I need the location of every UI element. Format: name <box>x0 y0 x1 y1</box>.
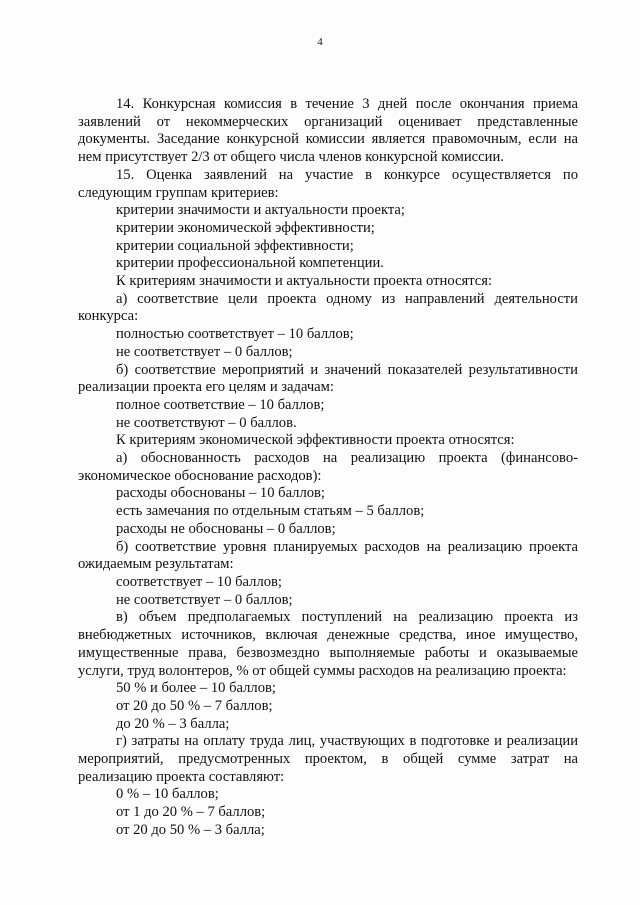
document-body <box>78 96 578 840</box>
list-item: критерии социальной эффективности; <box>116 237 354 254</box>
paragraph: а) обоснованность расходов на реализацию проекта (финансово-экономическое обоснование расходов): <box>78 450 578 484</box>
list-item: критерии значимости и актуальности проекта; <box>116 202 405 219</box>
list-item: не соответствуют – 0 баллов. <box>116 414 297 431</box>
page-number: 4 <box>317 36 323 48</box>
list-item: К критериям значимости и актуальности проекта относятся: <box>116 273 492 290</box>
list-item: полное соответствие – 10 баллов; <box>116 396 325 413</box>
list-item: полностью соответствует – 10 баллов; <box>116 326 354 343</box>
list-item: соответствует – 10 баллов; <box>116 573 282 590</box>
list-item: от 20 до 50 % – 7 баллов; <box>116 697 273 714</box>
list-item: критерии профессиональной компетенции. <box>116 255 384 272</box>
paragraph: б) соответствие уровня планируемых расходов на реализацию проекта ожидаемым результатам: <box>78 538 578 573</box>
list-item: есть замечания по отдельным статьям – 5 баллов; <box>116 503 425 520</box>
list-item: от 20 до 50 % – 3 балла; <box>116 821 265 838</box>
paragraph: в) объем предполагаемых поступлений на реализацию проекта из внебюджетных источников, включая денежные средства, иное имущество, имущественные права, безвозмездно выполняемые работы и оказываемые услуги, труд волонтеров, % от общей суммы расходов на реализацию проекта: <box>78 609 578 679</box>
list-item: до 20 % – 3 балла; <box>116 715 230 732</box>
list-item: от 1 до 20 % – 7 баллов; <box>116 804 266 821</box>
list-item: не соответствует – 0 баллов; <box>116 343 293 360</box>
list-item: критерии экономической эффективности; <box>116 219 375 236</box>
list-item: расходы не обоснованы – 0 баллов; <box>116 520 336 537</box>
paragraph: а) соответствие цели проекта одному из направлений деятельности конкурса: <box>78 290 578 325</box>
paragraph: г) затраты на оплату труда лиц, участвующих в подготовке и реализации мероприятий, предусмотренных проектом, в общей сумме затрат на реализацию проекта составляют: <box>78 733 578 785</box>
list-item: 0 % – 10 баллов; <box>116 786 219 803</box>
list-item: 50 % и более – 10 баллов; <box>116 680 276 697</box>
list-item: расходы обоснованы – 10 баллов; <box>116 485 325 502</box>
paragraph: 14. Конкурсная комиссия в течение 3 дней после окончания приема заявлений от некоммерческих организаций оценивает представленные документы. Заседание конкурсной комиссии является правомочным, если на нем присутствует 2/3 от общего числа членов конкурсной комиссии. <box>78 96 578 166</box>
list-item: К критериям экономической эффективности проекта относятся: <box>116 432 515 449</box>
paragraph: б) соответствие мероприятий и значений показателей результативности реализации проекта его целям и задачам: <box>78 361 578 396</box>
list-item: не соответствует – 0 баллов; <box>116 591 293 608</box>
paragraph: 15. Оценка заявлений на участие в конкурсе осуществляется по следующим группам критериев: <box>78 166 578 201</box>
